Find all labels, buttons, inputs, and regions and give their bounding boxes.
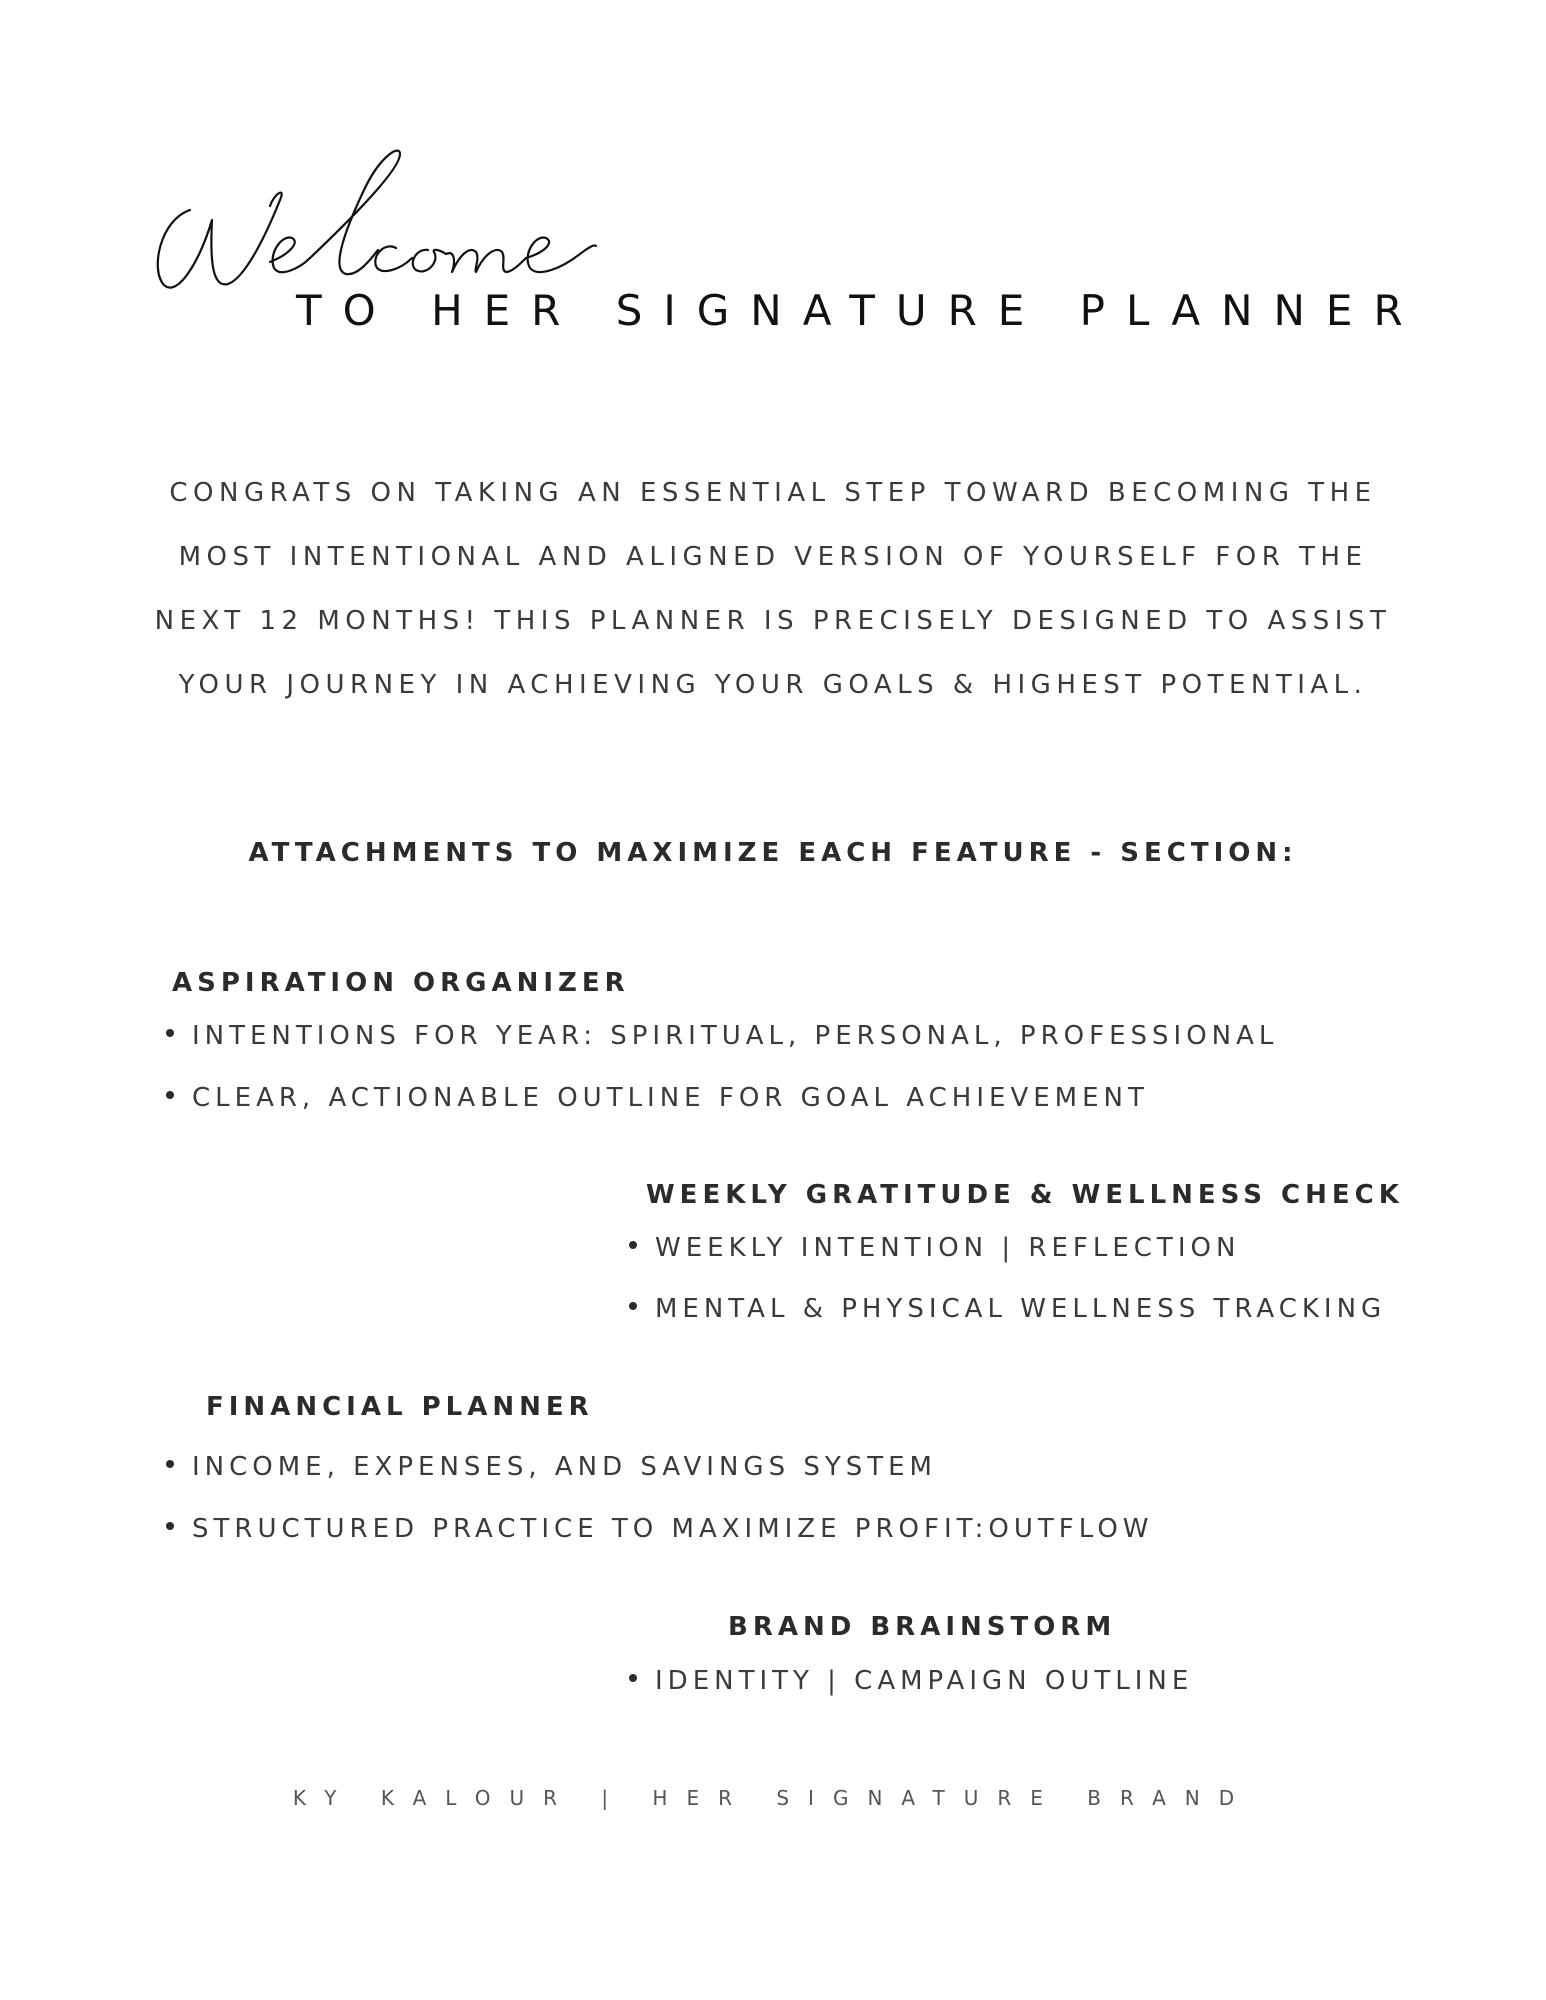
list-item-text: INTENTIONS FOR YEAR: SPIRITUAL, PERSONAL, PROFESSIONAL [192,1021,1279,1051]
bullet-icon [166,1091,174,1099]
list-item [166,1083,1149,1113]
list-item-text: WEEKLY INTENTION | REFLECTION [655,1233,1241,1263]
attachments-heading: ATTACHMENTS TO MAXIMIZE EACH FEATURE - SECTION: [248,838,1298,868]
footer-brand: KY KALOUR | HER SIGNATURE BRAND [292,1786,1254,1810]
intro-line: NEXT 12 MONTHS! THIS PLANNER IS PRECISELY DESIGNED TO ASSIST [154,606,1392,636]
planner-subtitle: TO HER SIGNATURE PLANNER [296,286,1424,335]
list-item-text: IDENTITY | CAMPAIGN OUTLINE [655,1666,1194,1696]
intro-line: CONGRATS ON TAKING AN ESSENTIAL STEP TOWARD BECOMING THE [169,478,1377,508]
list-item [629,1666,1193,1696]
section-title-weekly-gratitude: WEEKLY GRATITUDE & WELLNESS CHECK [646,1180,1404,1210]
bullet-icon [166,1460,174,1468]
bullet-icon [629,1241,637,1249]
list-item [629,1294,1386,1324]
list-item-text: STRUCTURED PRACTICE TO MAXIMIZE PROFIT:OUTFLOW [192,1514,1154,1544]
list-item-text: MENTAL & PHYSICAL WELLNESS TRACKING [655,1294,1387,1324]
intro-line: YOUR JOURNEY IN ACHIEVING YOUR GOALS & HIGHEST POTENTIAL. [178,670,1368,700]
bullet-icon [166,1029,174,1037]
bullet-icon [629,1302,637,1310]
list-item-text: INCOME, EXPENSES, AND SAVINGS SYSTEM [192,1452,937,1482]
list-item [166,1452,937,1482]
section-title-aspiration-organizer: ASPIRATION ORGANIZER [172,968,630,998]
section-title-brand-brainstorm: BRAND BRAINSTORM [728,1612,1117,1642]
list-item-text: CLEAR, ACTIONABLE OUTLINE FOR GOAL ACHIEVEMENT [192,1083,1149,1113]
intro-line: MOST INTENTIONAL AND ALIGNED VERSION OF YOURSELF FOR THE [178,542,1368,572]
welcome-script-title [150,150,610,300]
section-title-financial-planner: FINANCIAL PLANNER [206,1392,594,1422]
list-item [166,1021,1278,1051]
list-item [629,1233,1240,1263]
list-item [166,1514,1154,1544]
bullet-icon [166,1522,174,1530]
bullet-icon [629,1674,637,1682]
welcome-script-svg [150,150,610,300]
